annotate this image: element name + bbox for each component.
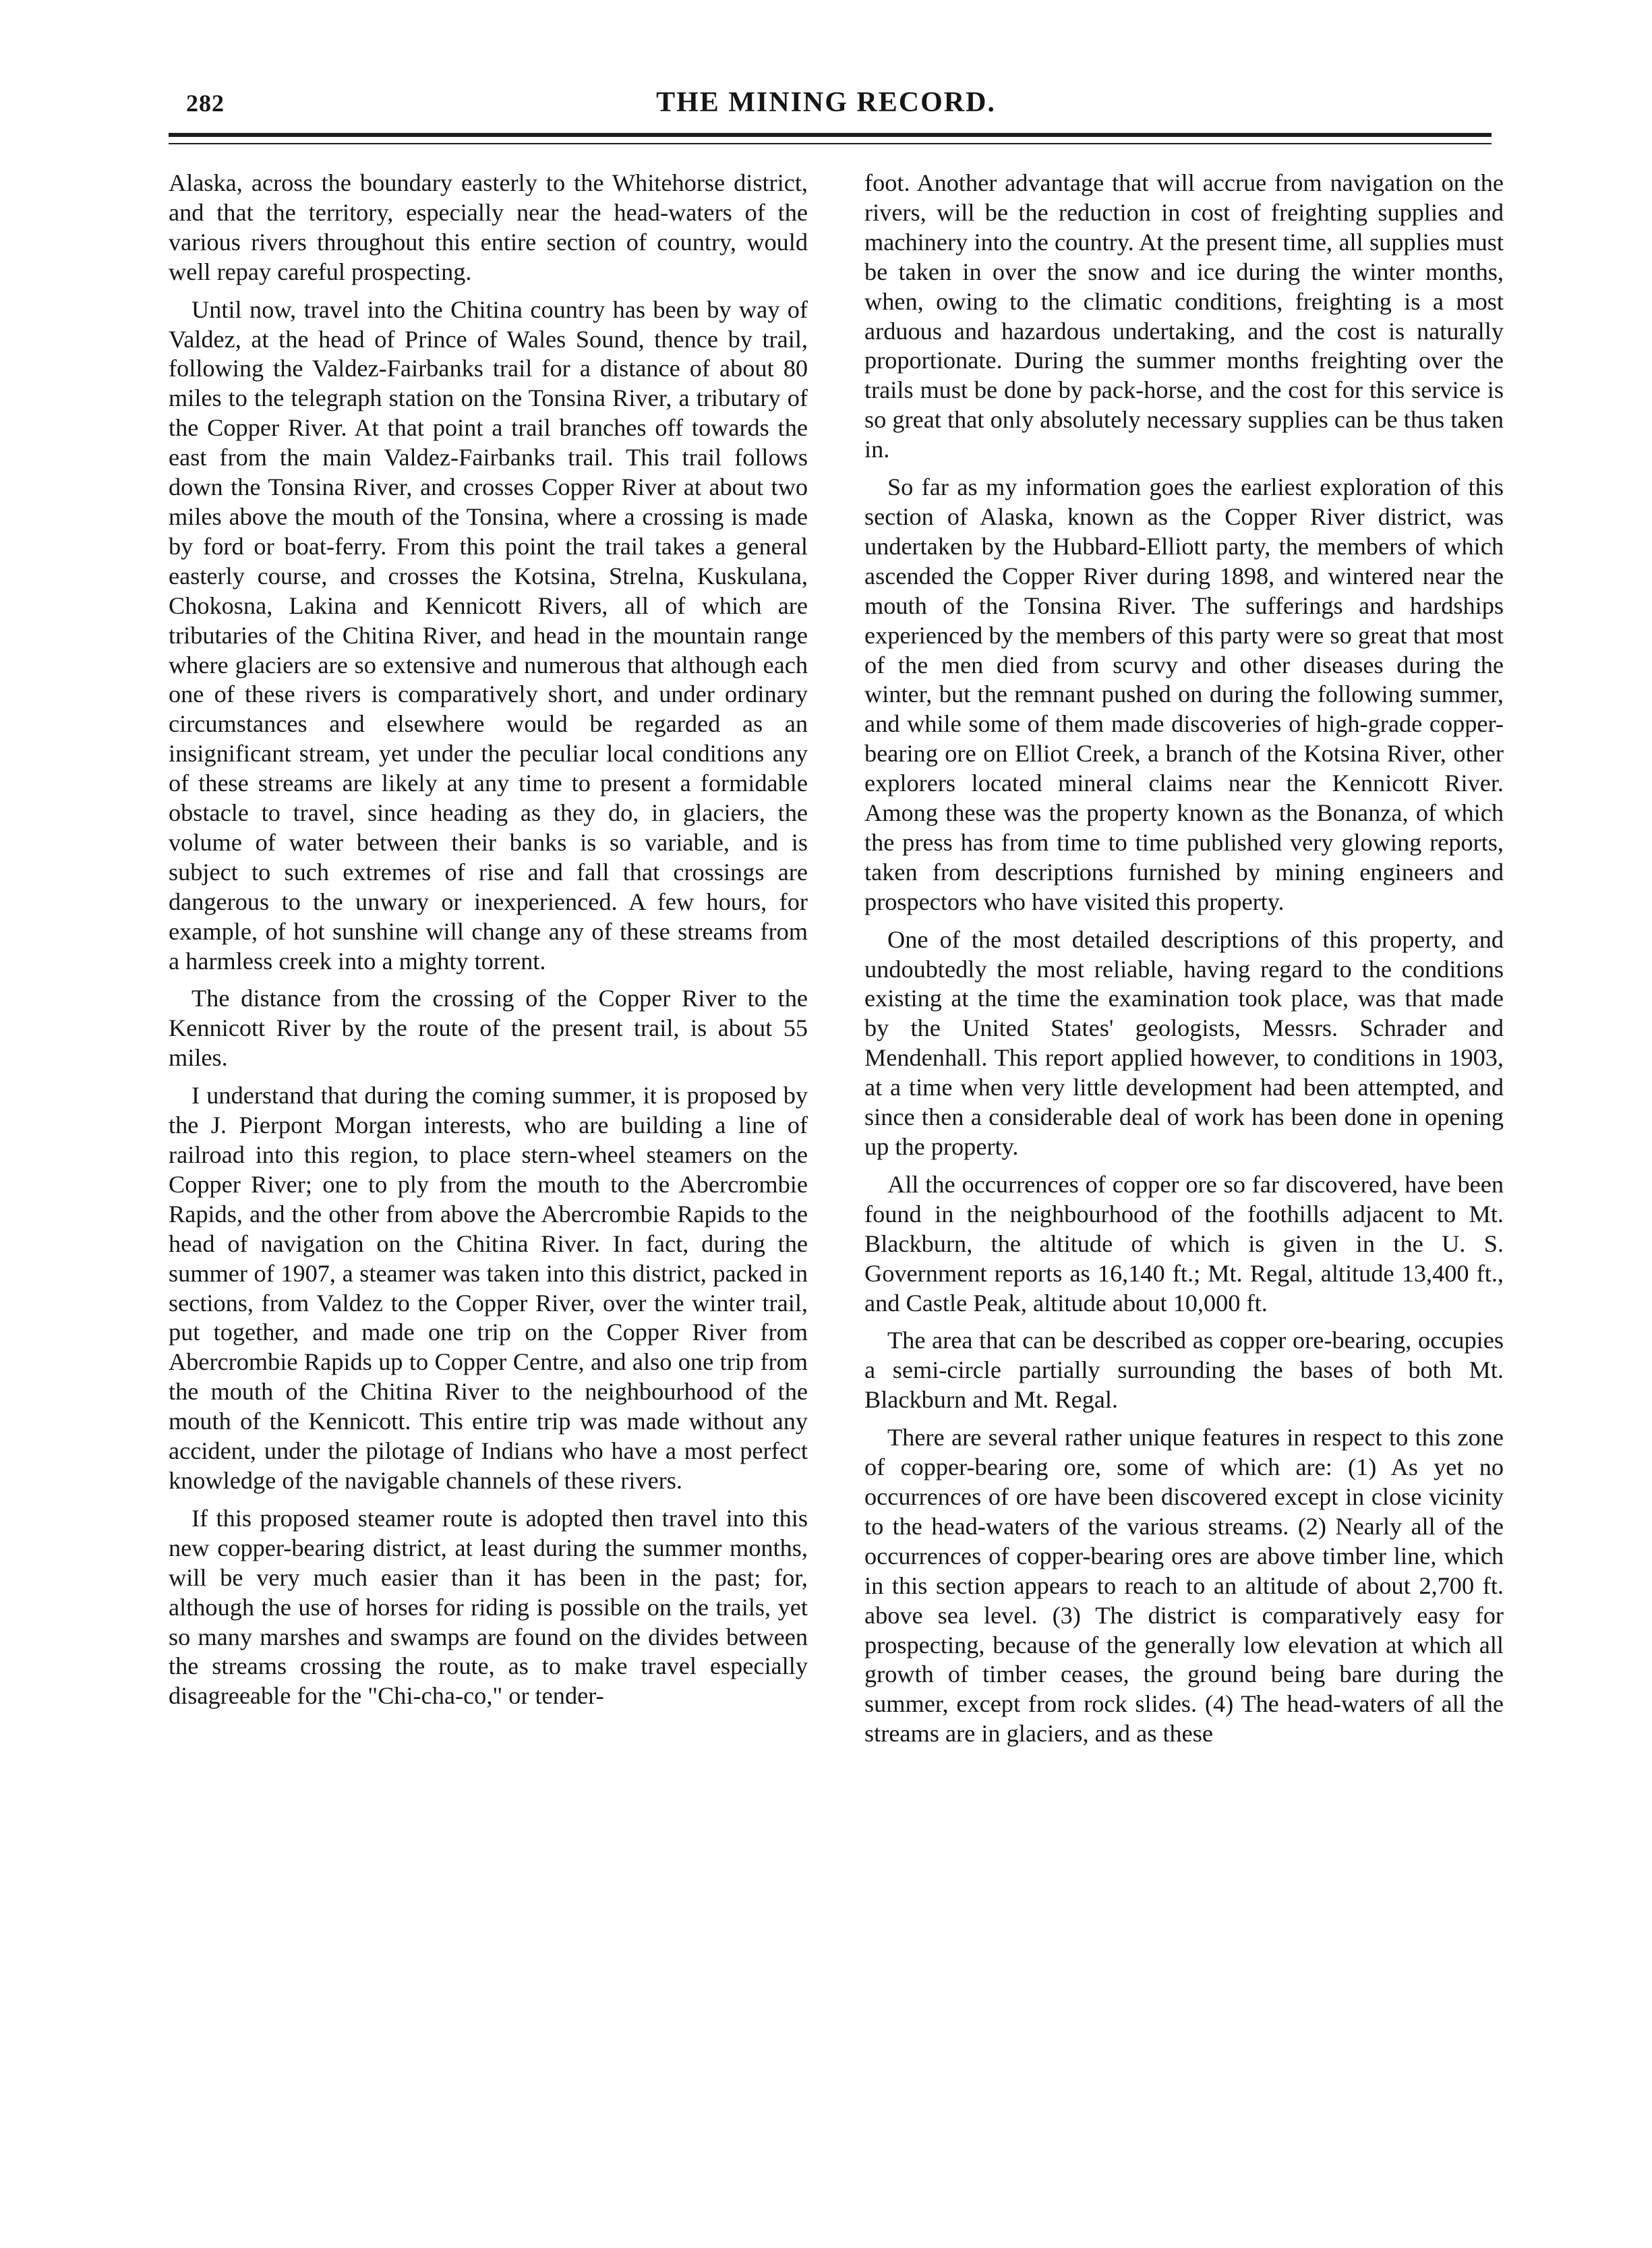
- paragraph: The distance from the crossing of the Copper River to the Kennicott River by the route of the present trail, is about 55 miles.: [169, 985, 808, 1072]
- paragraph: foot. Another advantage that will accrue from navigation on the rivers, will be the reduction in cost of freighting supplies and machinery into the country. At the present time, all supplies must be taken in over the snow and ice during the winter months, when, owing to the climatic conditions, freighting is a most arduous and hazardous undertaking, and the cost is naturally proportionate. During the summer months freighting over the trails must be done by pack-horse, and the cost for this service is so great that only absolutely necessary supplies can be thus taken in.: [864, 169, 1504, 463]
- paragraph: All the occurrences of copper ore so far discovered, have been found in the neighbourhood of the foothills adjacent to Mt. Blackburn, the altitude of which is given in the U. S. Government reports as 16,140 ft.; Mt. Regal, altitude 13,400 ft., and Castle Peak, altitude about 10,000 ft.: [864, 1170, 1504, 1317]
- right-column: [864, 169, 1504, 1757]
- paragraph: I understand that during the coming summer, it is proposed by the J. Pierpont Morgan interests, who are building a line of railroad into this region, to place stern-wheel steamers on the Copper River; one to ply from the mouth to the Abercrombie Rapids, and the other from above the Abercrombie Rapids to the head of navigation on the Chitina River. In fact, during the summer of 1907, a steamer was taken into this district, packed in sections, from Valdez to the Copper River, over the winter trail, put together, and made one trip on the Copper River from Abercrombie Rapids up to Copper Centre, and also one trip from the mouth of the Chitina River to the neighbourhood of the mouth of the Kennicott. This entire trip was made without any accident, under the pilotage of Indians who have a most perfect knowledge of the navigable channels of these rivers.: [169, 1082, 808, 1494]
- paragraph: So far as my information goes the earliest exploration of this section of Alaska, known as the Copper River district, was undertaken by the Hubbard-Elliott party, the members of which ascended the Copper River during 1898, and wintered near the mouth of the Tonsina River. The sufferings and hardships experienced by the members of this party were so great that most of the men died from scurvy and other diseases during the winter, but the remnant pushed on during the following summer, and while some of them made discoveries of high-grade copper-bearing ore on Elliot Creek, a branch of the Kotsina River, other explorers located mineral claims near the Kennicott River. Among these was the property known as the Bonanza, of which the press has from time to time published very glowing reports, taken from descriptions furnished by mining engineers and prospectors who have visited this property.: [864, 473, 1504, 915]
- header-rule-thick: [169, 133, 1492, 137]
- page-number: 282: [186, 90, 225, 117]
- paragraph: One of the most detailed descriptions of this property, and undoubtedly the most reliable, having regard to the conditions existing at the time the examination took place, was that made by the United States' geologists, Messrs. Schrader and Mendenhall. This report applied however, to conditions in 1903, at a time when very little development had been attempted, and since then a considerable deal of work has been done in opening up the property.: [864, 925, 1504, 1160]
- paragraph: The area that can be described as copper ore-bearing, occupies a semi-circle partially surrounding the bases of both Mt. Blackburn and Mt. Regal.: [864, 1327, 1504, 1414]
- paragraph: There are several rather unique features in respect to this zone of copper-bearing ore, some of which are: (1) As yet no occurrences of ore have been discovered except in close vicinity to the head-waters of the various streams. (2) Nearly all of the occurrences of copper-bearing ores are above timber line, which in this section appears to reach to an altitude of about 2,700 ft. above sea level. (3) The district is comparatively easy for prospecting, because of the generally low elevation at which all growth of timber ceases, the ground being bare during the summer, except from rock slides. (4) The head-waters of all the streams are in glaciers, and as these: [864, 1424, 1504, 1748]
- paragraph: If this proposed steamer route is adopted then travel into this new copper-bearing district, at least during the summer months, will be very much easier than it has been in the past; for, although the use of horses for riding is possible on the trails, yet so many marshes and swamps are found on the divides between the streams crossing the route, as to make travel especially disagreeable for the "Chi-cha-co," or tender-: [169, 1504, 808, 1710]
- running-head-title: THE MINING RECORD.: [656, 87, 996, 118]
- paragraph: Alaska, across the boundary easterly to the Whitehorse district, and that the territory, especially near the head-waters of the various rivers throughout this entire section of country, would well repay careful prospecting.: [169, 169, 808, 285]
- left-column: [169, 169, 808, 1719]
- header-rule-thin: [169, 143, 1492, 144]
- paragraph: Until now, travel into the Chitina country has been by way of Valdez, at the head of Prince of Wales Sound, thence by trail, following the Valdez-Fairbanks trail for a distance of about 80 miles to the telegraph station on the Tonsina River, a tributary of the Copper River. At that point a trail branches off towards the east from the main Valdez-Fairbanks trail. This trail follows down the Tonsina River, and crosses Copper River at about two miles above the mouth of the Tonsina, where a crossing is made by ford or boat-ferry. From this point the trail takes a general easterly course, and crosses the Kotsina, Strelna, Kuskulana, Chokosna, Lakina and Kennicott Rivers, all of which are tributaries of the Chitina River, and head in the mountain range where glaciers are so extensive and numerous that although each one of these rivers is comparatively short, and under ordinary circumstances and elsewhere would be regarded as an insignificant stream, yet under the peculiar local conditions any of these streams are likely at any time to present a formidable obstacle to travel, since heading as they do, in glaciers, the volume of water between their banks is so variable, and is subject to such extremes of rise and fall that crossings are dangerous to the unwary or inexperienced. A few hours, for example, of hot sunshine will change any of these streams from a harmless creek into a mighty torrent.: [169, 295, 808, 975]
